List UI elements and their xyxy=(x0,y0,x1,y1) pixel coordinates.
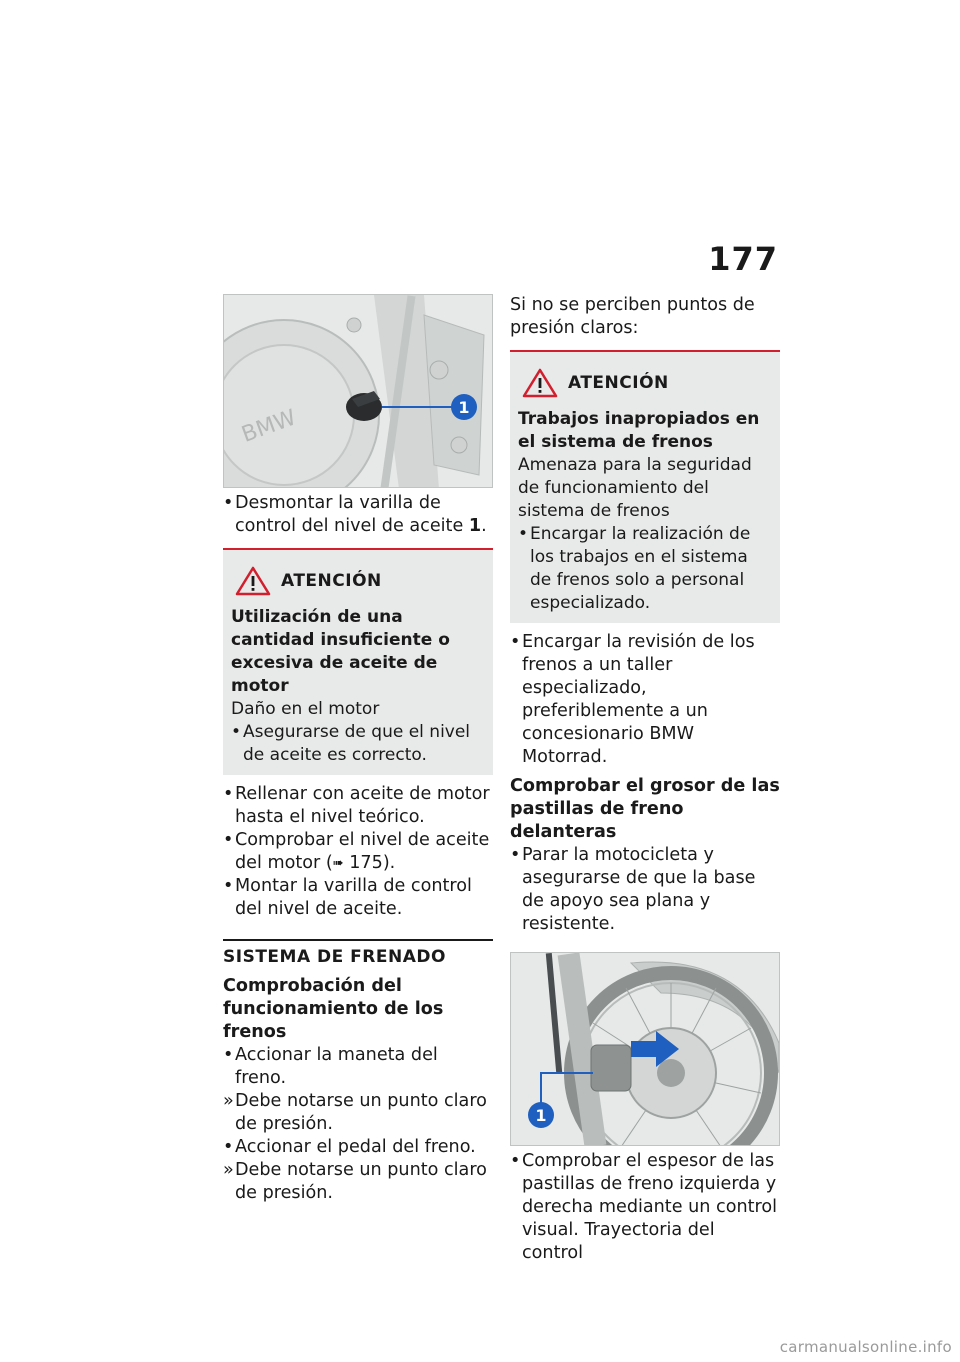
subhead-brake-pads: Comprobar el grosor de las pastillas de freno delanteras xyxy=(510,776,780,842)
result-pressure-point-1: » Debe notarse un punto claro de presión. xyxy=(223,1090,493,1136)
front-wheel-illustration xyxy=(511,953,780,1146)
warning-box-oil xyxy=(223,548,493,775)
warning-header xyxy=(522,368,772,398)
warning-triangle-icon xyxy=(235,566,271,596)
engine-oil-dipstick-figure xyxy=(223,294,493,488)
warning-header xyxy=(235,566,485,596)
warning-body: Daño en el motor xyxy=(231,699,380,719)
page-reference-arrow-icon: ➠ xyxy=(332,856,344,871)
warning-subtitle: Trabajos inapropiados en el sistema de frenos xyxy=(518,409,760,452)
left-column xyxy=(223,294,493,1205)
step-check-pad-thickness: • Comprobar el espesor de las pastillas de freno izquierda y derecha mediante un control visual. Trayectoria del control xyxy=(510,1150,780,1265)
step-workshop-check: • Encargar la revisión de los frenos a un taller especializado, preferiblemente a un concesionario BMW Motorrad. xyxy=(510,631,780,769)
subhead-brake-function: Comprobación del funcionamiento de los frenos xyxy=(223,976,444,1042)
step-mount-dipstick: • Montar la varilla de control del nivel de aceite. xyxy=(223,875,493,921)
warning-subtitle: Utilización de una cantidad insuficiente o excesiva de aceite de motor xyxy=(231,607,450,696)
step-operate-brake-pedal: • Accionar el pedal del freno. xyxy=(223,1136,493,1159)
warning-title: ATENCIÓN xyxy=(568,373,669,393)
warning-triangle-icon xyxy=(522,368,558,398)
step-park-motorcycle: • Parar la motocicleta y asegurarse de que la base de apoyo sea plana y resistente. xyxy=(510,844,780,936)
watermark: carmanualsonline.info xyxy=(779,1338,952,1356)
step-operate-brake-lever: • Accionar la maneta del freno. xyxy=(223,1044,493,1090)
warning-box-brakes xyxy=(510,350,780,623)
page-number: 177 xyxy=(708,240,778,278)
figure-callout-1: 1 xyxy=(458,398,470,417)
warning-title: ATENCIÓN xyxy=(281,571,382,591)
front-brake-figure xyxy=(510,952,780,1146)
engine-illustration xyxy=(224,295,493,488)
section-title-brakes: SISTEMA DE FRENADO xyxy=(223,939,493,967)
step-check-oil-level: • Comprobar el nivel de aceite del motor (➠ 175). xyxy=(223,829,493,875)
result-pressure-point-2: » Debe notarse un punto claro de presión. xyxy=(223,1159,493,1205)
svg-text:BMW: BMW xyxy=(238,405,300,448)
warning-bullet: • Encargar la realización de los trabajos en el sistema de frenos solo a personal especializado. xyxy=(518,523,772,615)
step-remove-dipstick: • Desmontar la varilla de control del nivel de aceite 1. xyxy=(223,492,493,538)
warning-body: Amenaza para la seguridad de funcionamiento del sistema de frenos xyxy=(518,455,752,521)
warning-bullet: • Asegurarse de que el nivel de aceite es correcto. xyxy=(231,721,485,767)
step-refill-oil: • Rellenar con aceite de motor hasta el nivel teórico. xyxy=(223,783,493,829)
figure-callout-1: 1 xyxy=(535,1106,547,1125)
intro-text: Si no se perciben puntos de presión claros: xyxy=(510,295,755,338)
right-column xyxy=(510,294,780,1265)
